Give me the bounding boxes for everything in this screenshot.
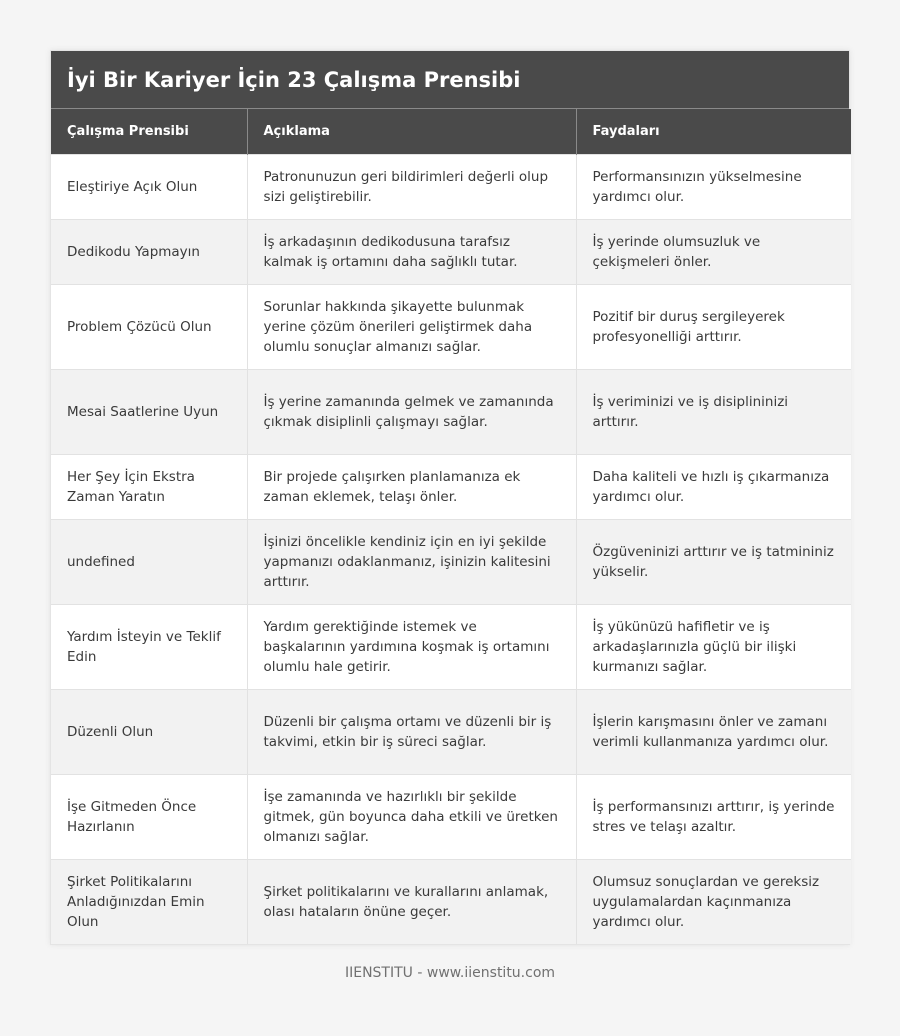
table-row [51,219,851,284]
cell-principle: undefined [51,519,247,604]
column-header-principle: Çalışma Prensibi [51,109,247,154]
header-row [51,109,851,154]
footer-credit: IIENSTITU - www.iienstitu.com [344,965,556,981]
column-header-benefits: Faydaları [576,109,851,154]
table-row [51,859,851,944]
table-row [51,284,851,369]
cell-benefits: İş veriminizi ve iş disiplininizi arttırır. [576,369,851,454]
cell-principle: Her Şey İçin Ekstra Zaman Yaratın [51,454,247,519]
cell-benefits: İş performansınızı arttırır, iş yerinde stres ve telaşı azaltır. [576,774,851,859]
table-row [51,369,851,454]
cell-principle: Mesai Saatlerine Uyun [51,369,247,454]
cell-principle: İşe Gitmeden Önce Hazırlanın [51,774,247,859]
table-row [51,774,851,859]
cell-description: Bir projede çalışırken planlamanıza ek zaman eklemek, telaşı önler. [247,454,576,519]
table-row [51,154,851,219]
table-row [51,454,851,519]
cell-benefits: İş yükünüzü hafifletir ve iş arkadaşlarınızla güçlü bir ilişki kurmanızı sağlar. [576,604,851,689]
cell-principle: Dedikodu Yapmayın [51,219,247,284]
table-row [51,689,851,774]
cell-description: İş arkadaşının dedikodusuna tarafsız kalmak iş ortamını daha sağlıklı tutar. [247,219,576,284]
cell-description: İş yerine zamanında gelmek ve zamanında çıkmak disiplinli çalışmayı sağlar. [247,369,576,454]
cell-description: Yardım gerektiğinde istemek ve başkalarının yardımına koşmak iş ortamını olumlu hale getirir. [247,604,576,689]
cell-principle: Problem Çözücü Olun [51,284,247,369]
cell-principle: Şirket Politikalarını Anladığınızdan Emin Olun [51,859,247,944]
cell-principle: Eleştiriye Açık Olun [51,154,247,219]
cell-principle: Yardım İsteyin ve Teklif Edin [51,604,247,689]
principles-table-card [50,50,850,945]
cell-benefits: Pozitif bir duruş sergileyerek profesyonelliği arttırır. [576,284,851,369]
cell-benefits: İş yerinde olumsuzluk ve çekişmeleri önler. [576,219,851,284]
table-title: İyi Bir Kariyer İçin 23 Çalışma Prensibi [51,51,849,109]
table-row [51,519,851,604]
cell-description: İşe zamanında ve hazırlıklı bir şekilde gitmek, gün boyunca daha etkili ve üretken olmanızı sağlar. [247,774,576,859]
cell-description: Düzenli bir çalışma ortamı ve düzenli bir iş takvimi, etkin bir iş süreci sağlar. [247,689,576,774]
cell-description: Sorunlar hakkında şikayette bulunmak yerine çözüm önerileri geliştirmek daha olumlu sonuçlar almanızı sağlar. [247,284,576,369]
principles-table [51,109,851,944]
cell-benefits: İşlerin karışmasını önler ve zamanı verimli kullanmanıza yardımcı olur. [576,689,851,774]
cell-description: Patronunuzun geri bildirimleri değerli olup sizi geliştirebilir. [247,154,576,219]
cell-benefits: Olumsuz sonuçlardan ve gereksiz uygulamalardan kaçınmanıza yardımcı olur. [576,859,851,944]
column-header-description: Açıklama [247,109,576,154]
cell-principle: Düzenli Olun [51,689,247,774]
cell-benefits: Performansınızın yükselmesine yardımcı olur. [576,154,851,219]
cell-benefits: Daha kaliteli ve hızlı iş çıkarmanıza yardımcı olur. [576,454,851,519]
cell-description: Şirket politikalarını ve kurallarını anlamak, olası hataların önüne geçer. [247,859,576,944]
cell-benefits: Özgüveninizi arttırır ve iş tatmininiz yükselir. [576,519,851,604]
cell-description: İşinizi öncelikle kendiniz için en iyi şekilde yapmanızı odaklanmanız, işinizin kalitesini arttırır. [247,519,576,604]
table-row [51,604,851,689]
